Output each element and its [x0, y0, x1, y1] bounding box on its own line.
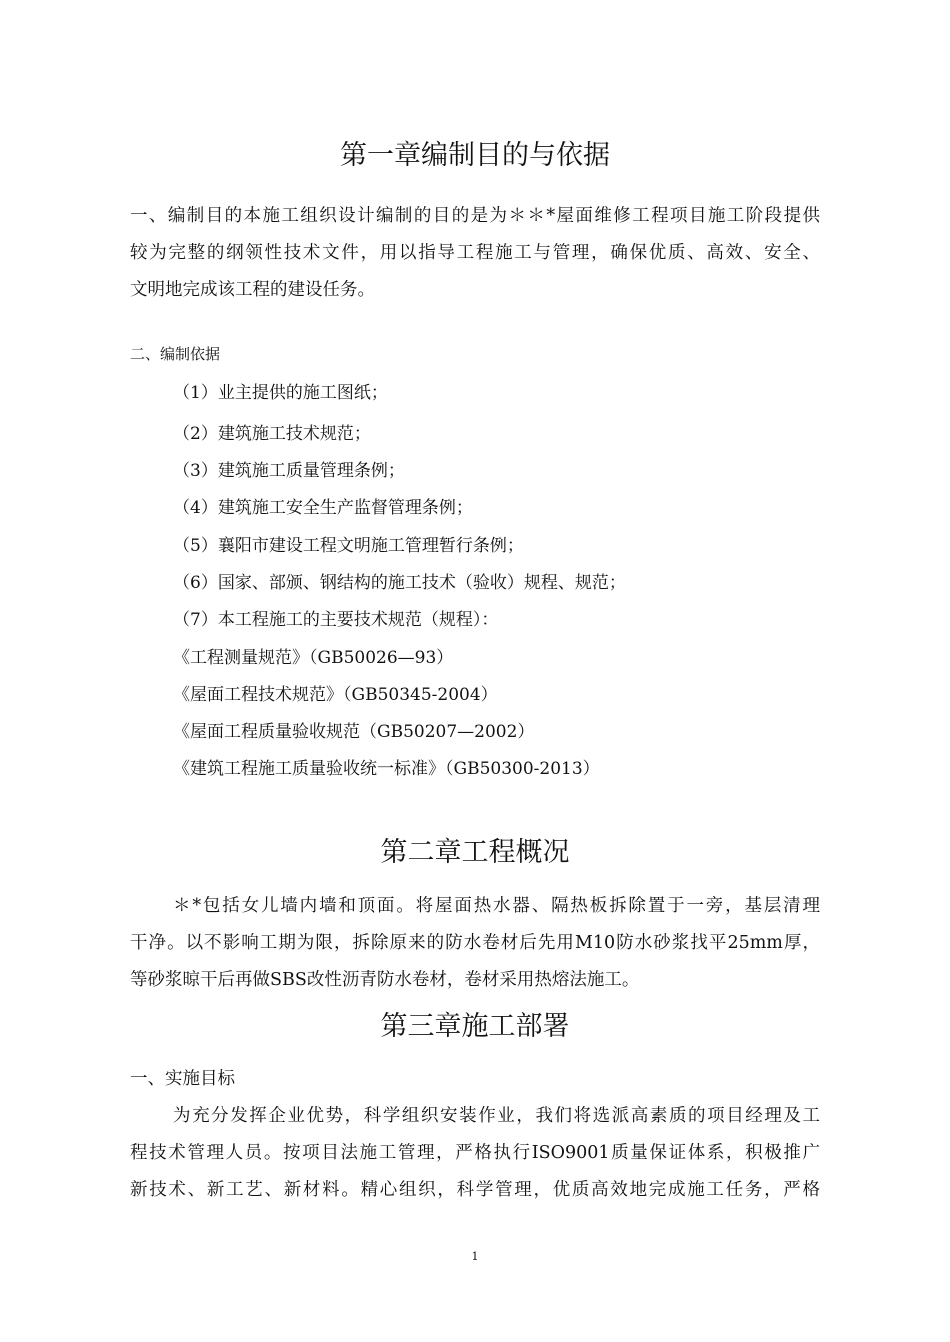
goal-line-1: 为充分发挥企业优势，科学组织安装作业，我们将选派高素质的项目经理及工: [173, 1106, 820, 1126]
chapter-2-title: 第二章工程概况: [380, 837, 570, 868]
basis-item-1: （1）业主提供的施工图纸；: [173, 383, 388, 403]
overview-line-2: 干净。以不影响工期为限，拆除原来的防水卷材后先用M10防水砂浆找平25mm厚，: [130, 933, 820, 953]
standard-3: 《屋面工程质量验收规范（GB50207—2002）: [173, 722, 535, 742]
purpose-line-2: 较为完整的纲领性技术文件，用以指导工程施工与管理，确保优质、高效、安全、: [130, 243, 820, 263]
basis-item-7: （7）本工程施工的主要技术规范（规程）：: [173, 610, 499, 630]
overview-line-3: 等砂浆晾干后再做SBS改性沥青防水卷材，卷材采用热熔法施工。: [130, 970, 640, 990]
goal-line-3: 新技术、新工艺、新材料。精心组织，科学管理，优质高效地完成施工任务，严格: [130, 1180, 820, 1200]
standard-4: 《建筑工程施工质量验收统一标准》（GB50300-2013）: [173, 759, 600, 779]
purpose-line-1: 一、编制目的本施工组织设计编制的目的是为＊＊*屋面维修工程项目施工阶段提供: [130, 206, 820, 226]
basis-item-2: （2）建筑施工技术规范；: [173, 424, 371, 444]
section-goal-heading: 一、实施目标: [130, 1069, 235, 1089]
chapter-3-title: 第三章施工部署: [380, 1011, 570, 1042]
purpose-line-3: 文明地完成该工程的建设任务。: [130, 280, 375, 300]
basis-heading: 二、编制依据: [130, 345, 221, 363]
basis-item-4: （4）建筑施工安全生产监督管理条例；: [173, 498, 473, 518]
standard-1: 《工程测量规范》（GB50026—93）: [173, 648, 454, 668]
basis-item-6: （6）国家、部颁、钢结构的施工技术（验收）规程、规范；: [173, 573, 626, 593]
goal-line-2: 程技术管理人员。按项目法施工管理，严格执行ISO9001质量保证体系，积极推广: [130, 1143, 820, 1163]
page-number: 1: [471, 1250, 479, 1263]
standard-2: 《屋面工程技术规范》（GB50345-2004）: [173, 685, 498, 705]
basis-item-5: （5）襄阳市建设工程文明施工管理暂行条例；: [173, 536, 524, 556]
overview-line-1: ＊*包括女儿墙内墙和顶面。将屋面热水器、隔热板拆除置于一旁，基层清理: [173, 896, 820, 916]
chapter-1-title: 第一章编制目的与依据: [340, 140, 610, 171]
basis-item-3: （3）建筑施工质量管理条例；: [173, 461, 405, 481]
